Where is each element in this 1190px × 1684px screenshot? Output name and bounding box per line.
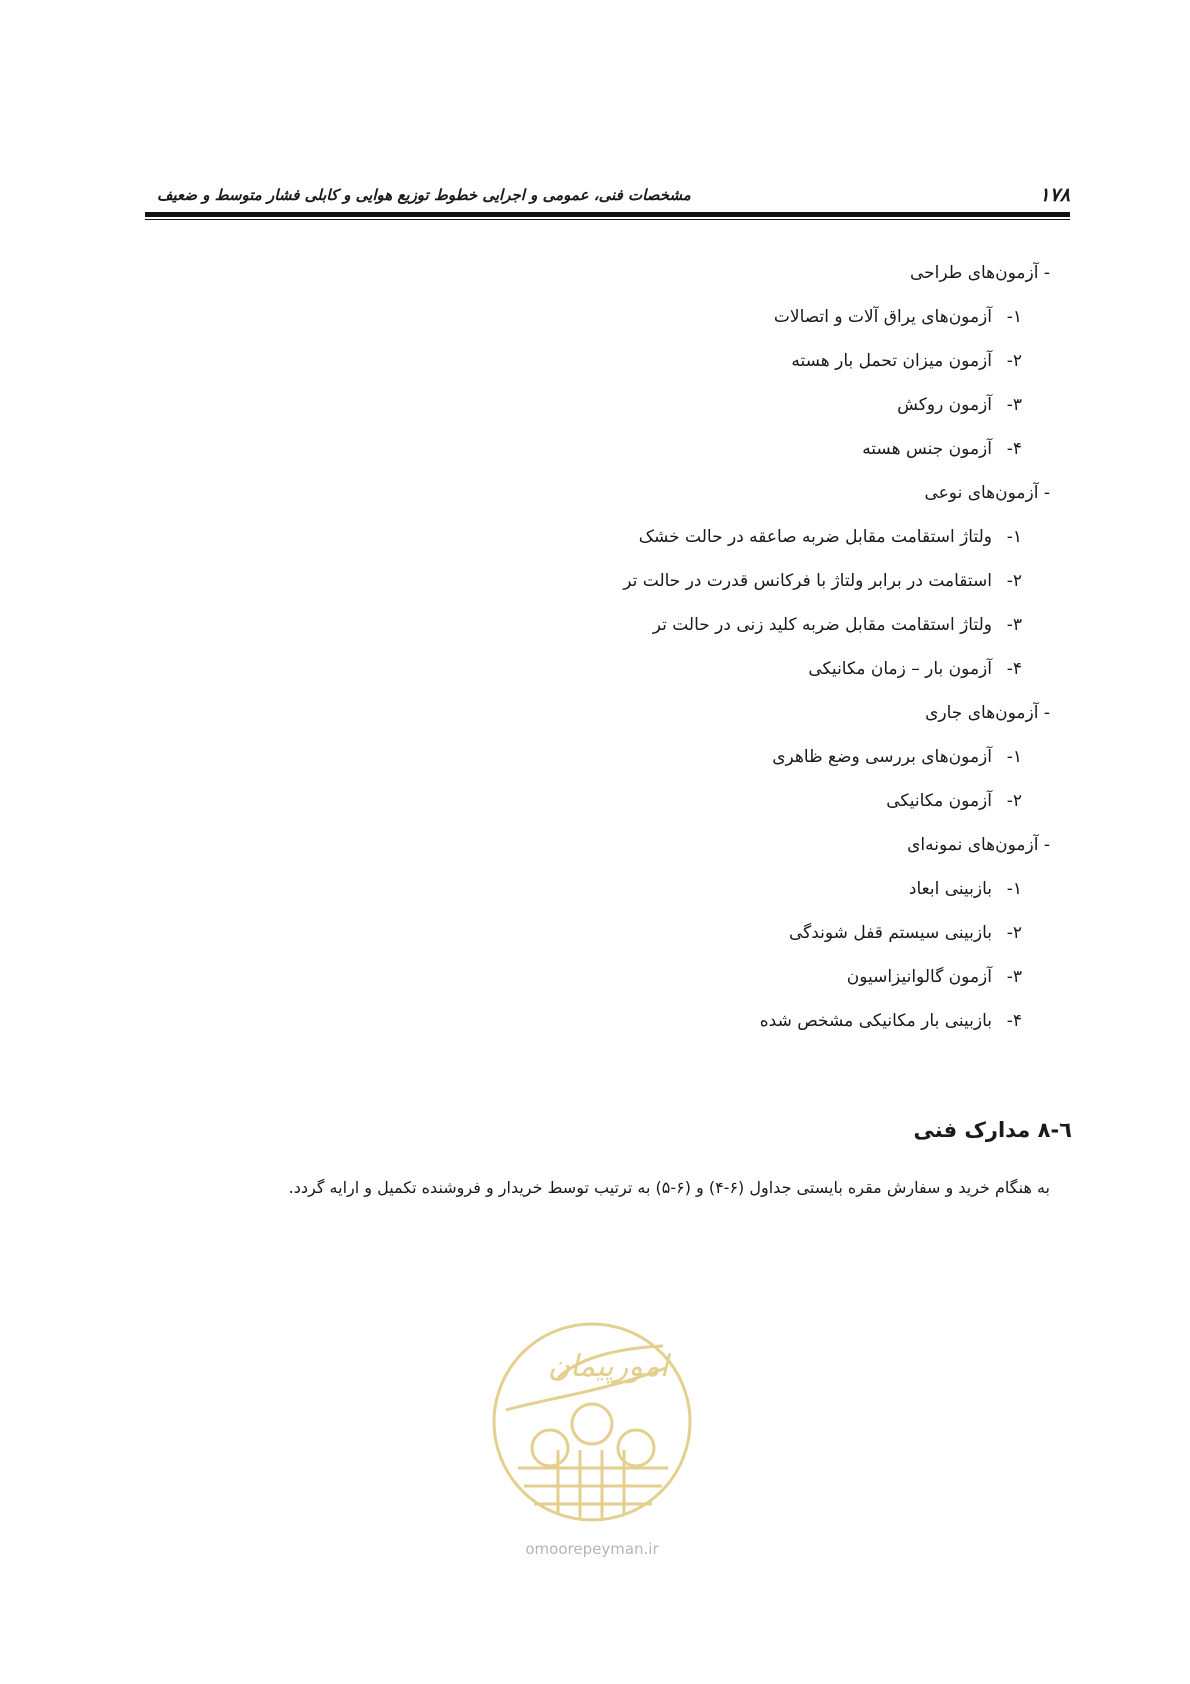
item-text: - آزمون‌های نوعی xyxy=(924,483,1050,503)
test-item xyxy=(150,563,1050,607)
item-number: ۳- xyxy=(1006,967,1022,987)
item-text: آزمون‌های یراق آلات و اتصالات xyxy=(773,307,992,327)
item-text: آزمون مکانیکی xyxy=(886,791,992,811)
item-number: ۱- xyxy=(1006,879,1022,899)
watermark-url: omoorepeyman.ir xyxy=(525,1540,659,1558)
test-item xyxy=(150,343,1050,387)
test-item xyxy=(150,607,1050,651)
page-number: ۱۷۸ xyxy=(1039,184,1070,206)
watermark-logo xyxy=(488,1318,703,1563)
header-rule xyxy=(145,212,1070,217)
item-number: ۴- xyxy=(1006,659,1022,679)
item-text: آزمون گالوانیزاسیون xyxy=(846,967,992,987)
item-text: - آزمون‌های نمونه‌ای xyxy=(907,835,1050,855)
item-text: آزمون جنس هسته xyxy=(862,439,992,459)
item-text: - آزمون‌های جاری xyxy=(925,703,1050,723)
item-text: آزمون میزان تحمل بار هسته xyxy=(791,351,992,371)
test-item xyxy=(150,783,1050,827)
item-number: ۱- xyxy=(1006,747,1022,767)
page-header xyxy=(145,184,1070,212)
item-number: ۴- xyxy=(1006,439,1022,459)
test-item xyxy=(150,387,1050,431)
test-group-heading xyxy=(150,255,1050,299)
item-text: ولتاژ استقامت مقابل ضربه صاعقه در حالت خشک xyxy=(638,527,992,547)
item-text: - آزمون‌های طراحی xyxy=(909,263,1050,283)
item-number: ۳- xyxy=(1006,395,1022,415)
item-text: بازبینی ابعاد xyxy=(908,879,992,899)
test-item xyxy=(150,1003,1050,1047)
test-item xyxy=(150,651,1050,695)
item-text: آزمون روکش xyxy=(897,395,992,415)
test-item xyxy=(150,915,1050,959)
test-group-heading xyxy=(150,827,1050,871)
test-group-heading xyxy=(150,475,1050,519)
test-group-heading xyxy=(150,695,1050,739)
header-rule-thin xyxy=(145,219,1070,220)
running-title: مشخصات فنی، عمومی و اجرایی خطوط توزیع هوایی و کابلی فشار متوسط و ضعیف xyxy=(157,186,691,204)
item-text: آزمون‌های بررسی وضع ظاهری xyxy=(772,747,992,767)
item-number: ۲- xyxy=(1006,791,1022,811)
item-number: ۲- xyxy=(1006,923,1022,943)
item-number: ۲- xyxy=(1006,351,1022,371)
item-number: ۱- xyxy=(1006,307,1022,327)
test-item xyxy=(150,299,1050,343)
item-text: بازبینی سیستم قفل شوندگی xyxy=(788,923,992,943)
item-number: ۳- xyxy=(1006,615,1022,635)
excavator-icon xyxy=(618,1430,654,1466)
logo-text: امورپیمان xyxy=(547,1349,669,1384)
test-item xyxy=(150,871,1050,915)
item-text: بازبینی بار مکانیکی مشخص شده xyxy=(759,1011,992,1031)
item-number: ۴- xyxy=(1006,1011,1022,1031)
item-number: ۱- xyxy=(1006,527,1022,547)
scale-icon xyxy=(532,1430,568,1466)
item-text: ولتاژ استقامت مقابل ضربه کلید زنی در حالت تر xyxy=(652,615,992,635)
item-text: استقامت در برابر ولتاژ با فرکانس قدرت در حالت تر xyxy=(623,571,992,591)
section-heading: ٦-٨ مدارک فنی xyxy=(913,1118,1072,1142)
section-body: به هنگام خرید و سفارش مقره بایستی جداول (۶-۴) و (۶-۵) به ترتیب توسط خریدار و فروشنده تکمیل و ارایه گردد. xyxy=(288,1178,1050,1197)
test-item xyxy=(150,959,1050,1003)
test-item xyxy=(150,519,1050,563)
item-text: آزمون بار – زمان مکانیکی xyxy=(808,659,992,679)
test-item xyxy=(150,739,1050,783)
test-item xyxy=(150,431,1050,475)
item-number: ۲- xyxy=(1006,571,1022,591)
gear-icon xyxy=(572,1404,612,1444)
test-list xyxy=(150,255,1050,1047)
